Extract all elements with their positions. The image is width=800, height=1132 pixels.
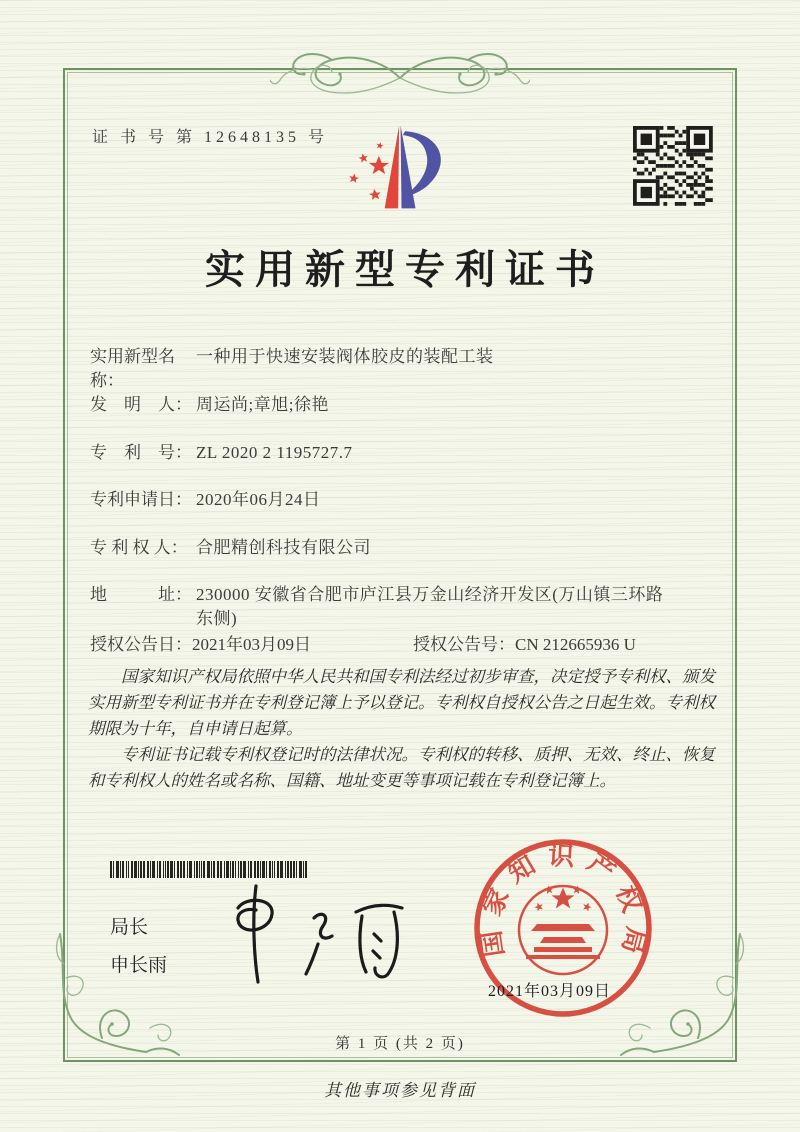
field-value: 合肥精创科技有限公司 xyxy=(196,538,371,557)
certificate-title: 实用新型专利证书 xyxy=(205,247,605,292)
back-side-note: 其他事项参见背面 xyxy=(324,1081,476,1100)
grant-date-label: 授权公告日： xyxy=(90,635,192,654)
grant-date-value: 2021年03月09日 xyxy=(192,635,311,654)
field-value: 2020年06月24日 xyxy=(196,490,321,509)
field-row-patent-number xyxy=(90,441,714,465)
legal-paragraph-1: 国家知识产权局依照中华人民共和国专利法经过初步审查，决定授予专利权、颁发实用新型专利证书并在专利登记簿上予以登记。专利权自授权公告之日起生效。专利权期限为十年，自申请日起算。 xyxy=(88,667,715,738)
signer-title: 局长 xyxy=(110,917,149,938)
cnipa-logo-icon xyxy=(338,112,466,218)
field-label: 发 明 人： xyxy=(90,395,192,414)
seal-text: 国家知识产权局 xyxy=(475,841,651,968)
signer-name: 申长雨 xyxy=(110,955,168,976)
page-number: 第 1 页 (共 2 页) xyxy=(335,1036,465,1052)
barcode-icon xyxy=(110,861,310,878)
field-row-patentee xyxy=(90,536,714,560)
field-row-inventors xyxy=(90,393,714,417)
top-scroll-ornament-icon xyxy=(270,44,530,108)
field-row-utility-model-name xyxy=(90,345,714,393)
legal-text-block xyxy=(88,664,716,794)
seal-date: 2021年03月09日 xyxy=(488,983,612,1000)
field-value: 周运尚;章旭;徐艳 xyxy=(196,395,329,414)
qr-code-icon xyxy=(633,126,713,206)
handwritten-signature-icon xyxy=(222,878,422,988)
grant-number-row xyxy=(413,630,636,655)
legal-paragraph-2: 专利证书记载专利权登记时的法律状况。专利权的转移、质押、无效、终止、恢复和专利权人的姓名或名称、国籍、地址变更等事项记载在专利登记簿上。 xyxy=(88,745,715,790)
field-label: 实用新型名称： xyxy=(90,347,175,390)
field-value: 230000 安徽省合肥市庐江县万金山经济开发区(万山镇三环路东侧) xyxy=(196,585,664,628)
field-label: 专 利 权 人： xyxy=(90,538,188,557)
field-value: ZL 2020 2 1195727.7 xyxy=(196,443,353,462)
grant-number-label: 授权公告号： xyxy=(413,635,515,654)
grant-date-row xyxy=(90,630,311,655)
field-label: 专利申请日： xyxy=(90,490,192,509)
grant-number-value: CN 212665936 U xyxy=(515,635,636,654)
field-row-address xyxy=(90,583,714,631)
field-label: 地 址： xyxy=(90,585,192,604)
certificate-number: 证 书 号 第 12648135 号 xyxy=(92,129,329,146)
field-label: 专 利 号： xyxy=(90,443,192,462)
field-row-filing-date xyxy=(90,488,714,512)
field-value: 一种用于快速安装阀体胶皮的装配工装 xyxy=(196,347,494,366)
